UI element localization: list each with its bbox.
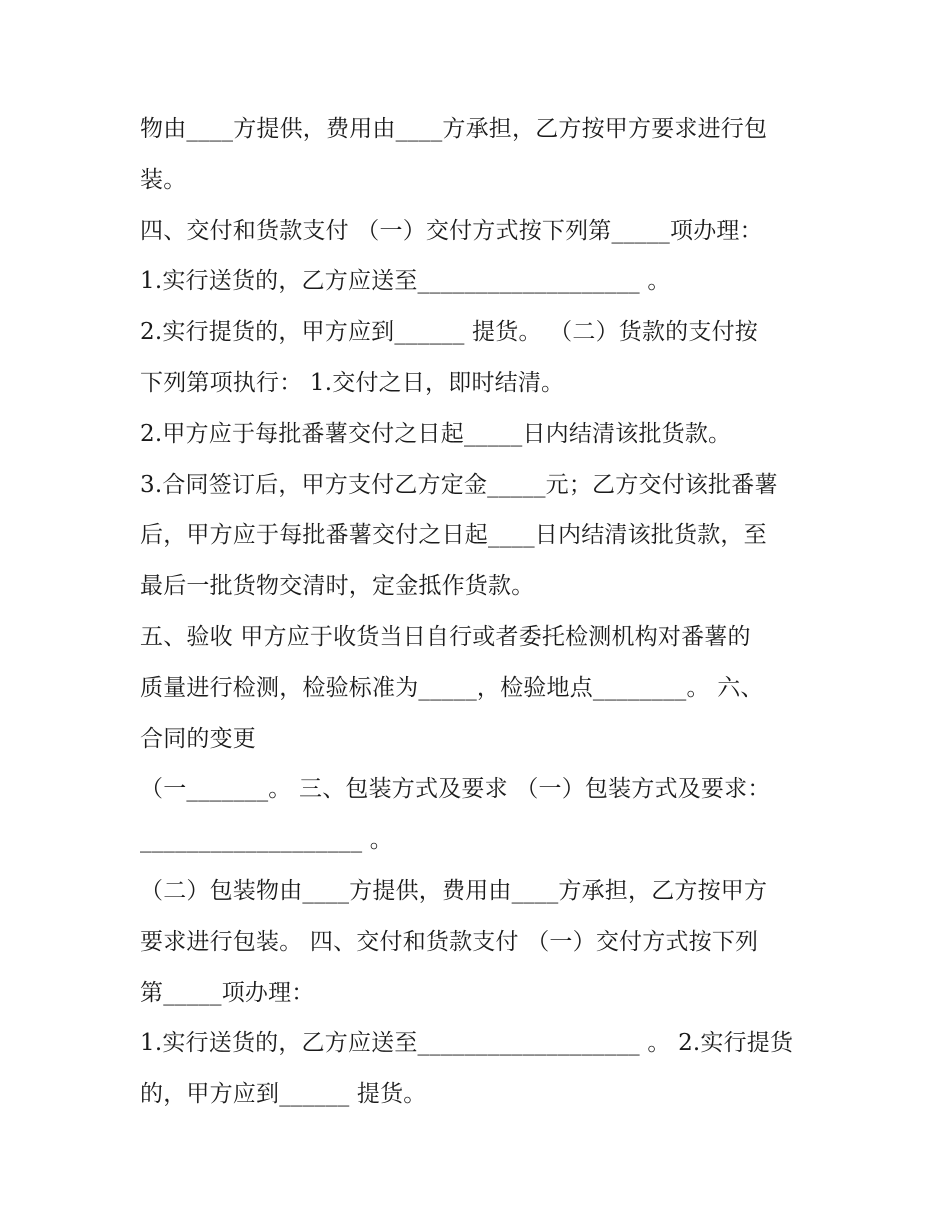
text-line: （一_______。 三、包装方式及要求 （一）包装方式及要求： [140, 776, 771, 803]
text-line: 1.实行送货的，乙方应送至___________________ 。 2.实行提货 [140, 1030, 794, 1057]
text-line: 的，甲方应到______ 提货。 [140, 1081, 427, 1108]
text-line: 最后一批货物交清时，定金抵作货款。 [140, 573, 535, 600]
text-line: 2.实行提货的，甲方应到______ 提货。 （二）货款的支付按 [140, 319, 758, 346]
text-line: 装。 [140, 166, 187, 193]
text-line: 后，甲方应于每批番薯交付之日起____日内结清该批货款，至 [140, 522, 767, 549]
text-line: 四、交付和货款支付 （一）交付方式按下列第_____项办理： [140, 217, 763, 244]
text-line: 质量进行检测，检验标准为_____，检验地点________。 六、 [140, 674, 764, 701]
text-line: 第_____项办理： [140, 979, 315, 1006]
text-line: 2.甲方应于每批番薯交付之日起_____日内结清该批货款。 [140, 420, 732, 447]
text-line: 1.实行送货的，乙方应送至___________________ 。 [140, 268, 671, 295]
text-line: 下列第项执行： 1.交付之日，即时结清。 [140, 369, 565, 396]
text-line: 3.合同签订后，甲方支付乙方定金_____元；乙方交付该批番薯 [140, 471, 778, 498]
text-line: 物由____方提供，费用由____方承担，乙方按甲方要求进行包 [140, 116, 768, 142]
text-line: 要求进行包装。 四、交付和货款支付 （一）交付方式按下列 [140, 928, 759, 955]
text-line: ___________________ 。 [140, 827, 394, 854]
text-line: （二）包装物由____方提供，费用由____方承担，乙方按甲方 [140, 877, 768, 904]
text-line: 五、验收 甲方应于收货当日自行或者委托检测机构对番薯的 [140, 623, 751, 650]
contract-text [140, 104, 820, 1120]
text-line: 合同的变更 [140, 725, 256, 752]
